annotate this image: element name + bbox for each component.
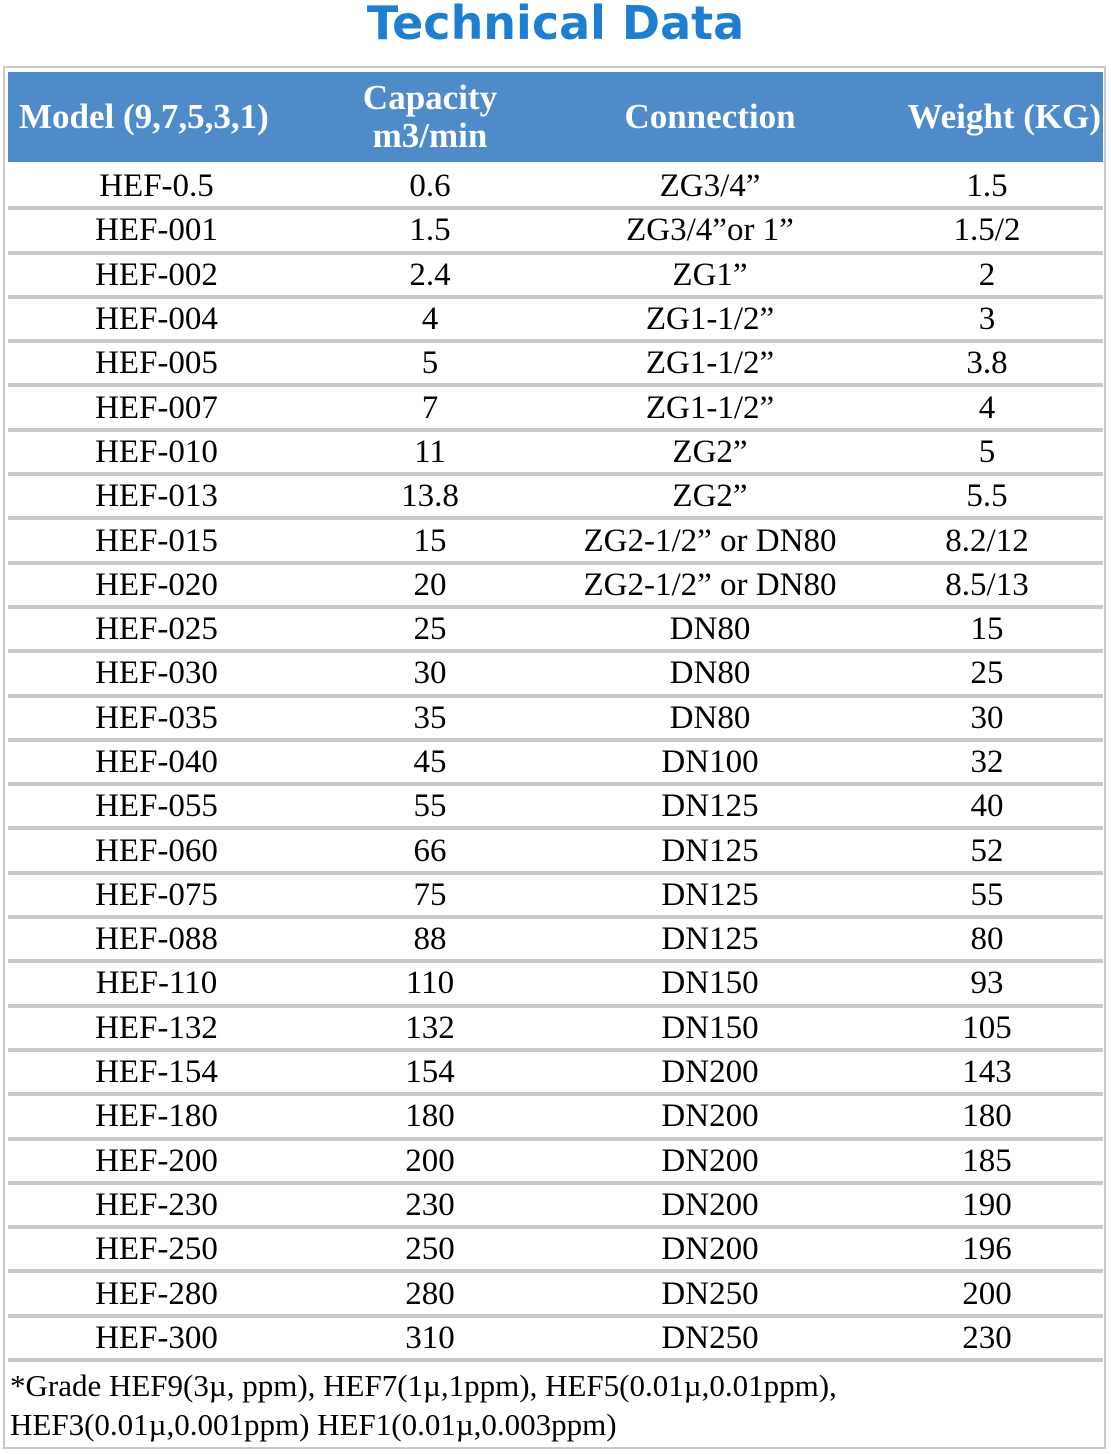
cell-connection: DN200 (661, 1098, 759, 1135)
table-row (8, 653, 1103, 697)
cell-weight: 143 (962, 1054, 1012, 1091)
cell-model: HEF-132 (95, 1009, 218, 1046)
cell-connection: DN250 (661, 1275, 759, 1312)
cell-connection: ZG1-1/2” (645, 389, 775, 426)
cell-capacity: 132 (405, 1009, 455, 1046)
cell-weight: 1.5 (966, 168, 1008, 205)
table-row (8, 210, 1103, 254)
cell-model: HEF-001 (95, 212, 218, 249)
cell-connection: DN200 (661, 1054, 759, 1091)
cell-weight: 1.5/2 (953, 212, 1021, 249)
cell-capacity: 1.5 (409, 212, 451, 249)
footnote-line1: *Grade HEF9(3µ, ppm), HEF7(1µ,1ppm), HEF5(0.01µ,0.01ppm), (10, 1368, 837, 1403)
table-row (8, 698, 1103, 742)
table-row (8, 520, 1103, 564)
cell-connection: DN125 (661, 832, 759, 869)
table-row (8, 875, 1103, 919)
cell-capacity: 25 (413, 611, 447, 648)
cell-connection: ZG3/4”or 1” (626, 212, 794, 249)
cell-capacity: 88 (413, 921, 447, 958)
cell-model: HEF-035 (95, 699, 218, 736)
cell-model: HEF-250 (95, 1231, 218, 1268)
cell-capacity: 200 (405, 1142, 455, 1179)
table-row (8, 919, 1103, 963)
cell-capacity: 11 (414, 433, 446, 470)
cell-capacity: 4 (421, 301, 439, 338)
cell-model: HEF-055 (95, 788, 218, 825)
table-row (8, 1096, 1103, 1140)
cell-weight: 105 (962, 1009, 1012, 1046)
cell-capacity: 230 (405, 1186, 455, 1223)
header-connection: Connection (624, 97, 796, 136)
cell-connection: ZG1-1/2” (645, 301, 775, 338)
table-row (8, 387, 1103, 431)
cell-connection: ZG1” (672, 256, 748, 293)
cell-connection: DN150 (661, 965, 759, 1002)
cell-weight: 5 (978, 433, 996, 470)
table-row (8, 963, 1103, 1007)
cell-weight: 40 (970, 788, 1004, 825)
cell-weight: 80 (970, 921, 1004, 958)
cell-weight: 30 (970, 699, 1004, 736)
cell-capacity: 110 (405, 965, 455, 1002)
page-title: Technical Data (366, 0, 745, 50)
cell-connection: DN250 (661, 1319, 759, 1356)
cell-weight: 200 (962, 1275, 1012, 1312)
cell-connection: ZG3/4” (659, 168, 761, 205)
table-row (8, 1008, 1103, 1052)
table-row (8, 565, 1103, 609)
cell-connection: DN125 (661, 788, 759, 825)
cell-capacity: 280 (405, 1275, 455, 1312)
cell-capacity: 75 (413, 876, 447, 913)
cell-connection: DN80 (669, 699, 751, 736)
table-row (8, 1273, 1103, 1317)
header-capacity-line2: m3/min (372, 116, 488, 155)
cell-connection: ZG2” (672, 433, 748, 470)
cell-connection: DN200 (661, 1231, 759, 1268)
table-row (8, 476, 1103, 520)
table-row (8, 830, 1103, 874)
footnote (10, 1366, 1100, 1444)
cell-weight: 55 (970, 876, 1004, 913)
cell-connection: DN80 (669, 611, 751, 648)
cell-model: HEF-154 (95, 1054, 218, 1091)
cell-model: HEF-007 (95, 389, 218, 426)
cell-capacity: 0.6 (409, 168, 451, 205)
cell-model: HEF-030 (95, 655, 218, 692)
table-row (8, 786, 1103, 830)
cell-connection: ZG2-1/2” or DN80 (583, 522, 837, 559)
cell-capacity: 13.8 (401, 478, 459, 515)
cell-capacity: 15 (413, 522, 447, 559)
cell-connection: DN100 (661, 744, 759, 780)
cell-weight: 185 (962, 1142, 1012, 1179)
header-capacity (305, 72, 555, 162)
cell-model: HEF-0.5 (99, 168, 214, 205)
cell-weight: 15 (970, 611, 1004, 648)
header-capacity-line1: Capacity (362, 78, 498, 117)
cell-model: HEF-005 (95, 345, 218, 382)
cell-connection: DN150 (661, 1009, 759, 1046)
cell-capacity: 7 (421, 389, 439, 426)
header-weight: Weight (KG) (907, 97, 1101, 136)
cell-model: HEF-280 (95, 1275, 218, 1312)
header-model: Model (9,7,5,3,1) (19, 97, 269, 136)
table-row (8, 1229, 1103, 1273)
cell-capacity: 2.4 (409, 256, 451, 293)
table-row (8, 166, 1103, 210)
cell-connection: DN125 (661, 876, 759, 913)
cell-model: HEF-025 (95, 611, 218, 648)
cell-capacity: 30 (413, 655, 447, 692)
table-row (8, 742, 1103, 786)
table-row (8, 299, 1103, 343)
cell-connection: ZG1-1/2” (645, 345, 775, 382)
table-row (8, 432, 1103, 476)
cell-capacity: 35 (413, 699, 447, 736)
cell-model: HEF-015 (95, 522, 218, 559)
cell-model: HEF-110 (95, 965, 218, 1002)
cell-model: HEF-004 (95, 301, 218, 338)
footnote-line2: HEF3(0.01µ,0.001ppm) HEF1(0.01µ,0.003ppm) (10, 1407, 617, 1442)
cell-connection: DN125 (661, 921, 759, 958)
cell-model: HEF-040 (95, 744, 218, 780)
cell-connection: DN200 (661, 1186, 759, 1223)
table-row (8, 1141, 1103, 1185)
cell-capacity: 66 (413, 832, 447, 869)
table-row (8, 255, 1103, 299)
cell-weight: 8.5/13 (945, 566, 1029, 603)
cell-capacity: 5 (421, 345, 439, 382)
table-row (8, 343, 1103, 387)
cell-model: HEF-230 (95, 1186, 218, 1223)
cell-connection: DN80 (669, 655, 751, 692)
table-row (8, 1052, 1103, 1096)
cell-weight: 230 (962, 1319, 1012, 1356)
cell-model: HEF-010 (95, 433, 218, 470)
cell-capacity: 154 (405, 1054, 455, 1091)
cell-model: HEF-020 (95, 566, 218, 603)
cell-weight: 2 (978, 256, 996, 293)
cell-weight: 8.2/12 (945, 522, 1029, 559)
cell-model: HEF-060 (95, 832, 218, 869)
table-row (8, 1318, 1103, 1362)
cell-capacity: 55 (413, 788, 447, 825)
cell-model: HEF-200 (95, 1142, 218, 1179)
cell-model: HEF-002 (95, 256, 218, 293)
cell-weight: 190 (962, 1186, 1012, 1223)
cell-weight: 25 (970, 655, 1004, 692)
cell-weight: 4 (978, 389, 996, 426)
cell-capacity: 250 (405, 1231, 455, 1268)
table-row (8, 609, 1103, 653)
cell-capacity: 180 (405, 1098, 455, 1135)
table-header (8, 72, 1103, 162)
cell-weight: 93 (970, 965, 1004, 1002)
cell-weight: 5.5 (966, 478, 1008, 515)
cell-capacity: 20 (413, 566, 447, 603)
cell-weight: 32 (970, 744, 1004, 780)
cell-model: HEF-300 (95, 1319, 218, 1356)
cell-weight: 180 (962, 1098, 1012, 1135)
cell-model: HEF-075 (95, 876, 218, 913)
cell-capacity: 45 (413, 744, 447, 780)
cell-weight: 3.8 (966, 345, 1008, 382)
cell-model: HEF-088 (95, 921, 218, 958)
cell-connection: ZG2” (672, 478, 748, 515)
table-body (8, 166, 1103, 1362)
table-row (8, 1185, 1103, 1229)
cell-model: HEF-180 (95, 1098, 218, 1135)
cell-connection: ZG2-1/2” or DN80 (583, 566, 837, 603)
cell-weight: 52 (970, 832, 1004, 869)
cell-weight: 3 (978, 301, 996, 338)
cell-capacity: 310 (405, 1319, 455, 1356)
cell-weight: 196 (962, 1231, 1012, 1268)
cell-connection: DN200 (661, 1142, 759, 1179)
cell-model: HEF-013 (95, 478, 218, 515)
